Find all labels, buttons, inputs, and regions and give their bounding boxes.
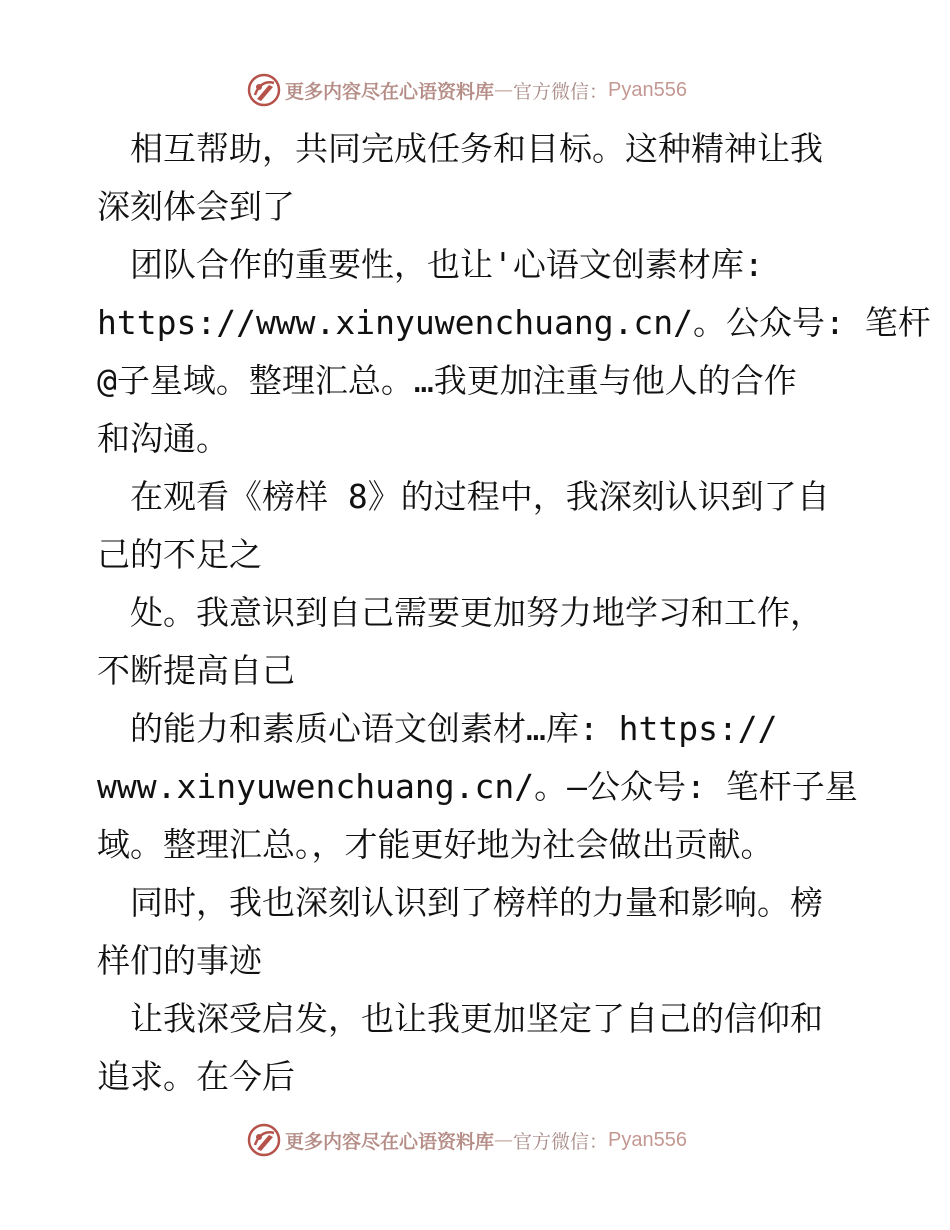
header-banner bbox=[0, 70, 950, 110]
header-banner-inner bbox=[247, 73, 687, 107]
footer-wechat-id: Pyan556 bbox=[608, 1128, 687, 1151]
body-line: 不断提高自己 bbox=[97, 651, 295, 690]
body-line: 同时，我也深刻认识到了榜样的力量和影响。榜 bbox=[97, 883, 823, 922]
body-line: 域。整理汇总。，才能更好地为社会做出贡献。 bbox=[97, 825, 774, 864]
body-line: 己的不足之 bbox=[97, 535, 262, 574]
document-body bbox=[97, 120, 931, 1106]
body-line: 追求。在今后 bbox=[97, 1057, 295, 1096]
body-line: 让我深受启发，也让我更加坚定了自己的信仰和 bbox=[97, 999, 823, 1038]
footer-dash: — bbox=[494, 1129, 514, 1151]
header-wechat-id: Pyan556 bbox=[608, 78, 687, 101]
footer-official-label: 官方微信： bbox=[513, 1130, 609, 1153]
body-line: 的能力和素质心语文创素材…库: https:// bbox=[97, 709, 778, 748]
header-official-label: 官方微信： bbox=[513, 80, 609, 103]
body-line: 样们的事迹 bbox=[97, 941, 262, 980]
footer-banner-inner bbox=[247, 1123, 687, 1157]
body-line: 深刻体会到了 bbox=[97, 187, 295, 226]
brand-logo-icon bbox=[247, 73, 281, 107]
body-line: 相互帮助，共同完成任务和目标。这种精神让我 bbox=[97, 129, 823, 168]
brand-logo-icon bbox=[247, 1123, 281, 1157]
footer-brand-text: 更多内容尽在心语资料库 bbox=[285, 1130, 495, 1153]
body-line: 在观看《榜样 8》的过程中，我深刻认识到了自 bbox=[97, 477, 830, 516]
body-line: 团队合作的重要性，也让'心语文创素材库: bbox=[97, 245, 764, 284]
body-line: 处。我意识到自己需要更加努力地学习和工作， bbox=[97, 593, 823, 632]
body-line: www.xinyuwenchuang.cn/。—公众号: 笔杆子星 bbox=[97, 767, 858, 806]
body-line: 和沟通。 bbox=[97, 419, 229, 458]
body-line: https://www.xinyuwenchuang.cn/。公众号: 笔杆 bbox=[97, 303, 931, 342]
header-dash: — bbox=[494, 79, 514, 101]
header-brand-text: 更多内容尽在心语资料库 bbox=[285, 80, 495, 103]
footer-banner bbox=[0, 1120, 950, 1160]
body-line: @子星域。整理汇总。…我更加注重与他人的合作 bbox=[97, 361, 797, 400]
